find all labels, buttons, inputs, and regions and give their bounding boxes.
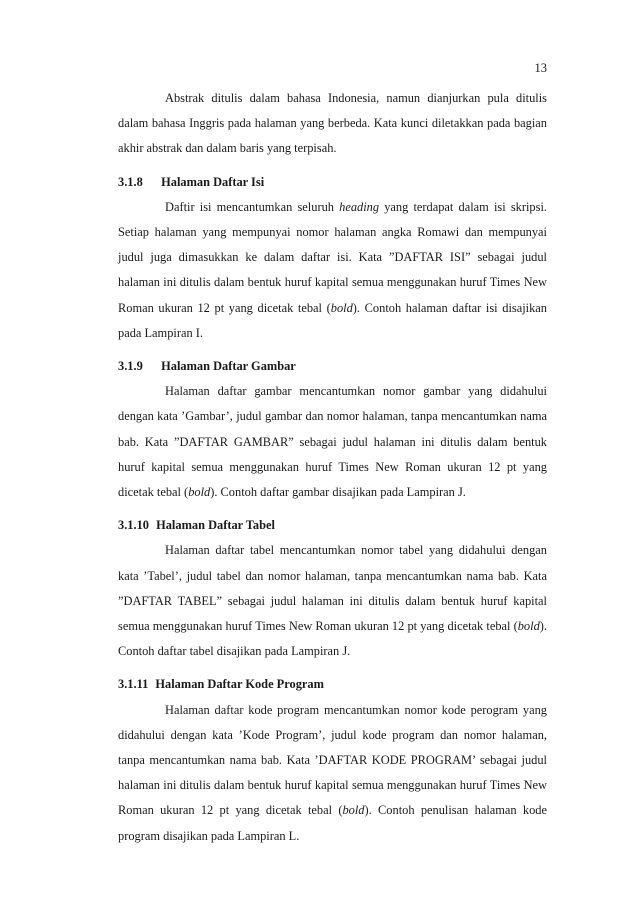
italic-term: bold xyxy=(188,485,211,500)
section-title: Halaman Daftar Kode Program xyxy=(155,677,324,692)
section-paragraph-3-1-8 xyxy=(118,195,547,346)
section-number: 3.1.11 xyxy=(118,677,149,692)
section-paragraph-3-1-11 xyxy=(118,698,547,849)
intro-paragraph: Abstrak ditulis dalam bahasa Indonesia, namun dianjurkan pula ditulis dalam bahasa Inggris pada halaman yang berbeda. Kata kunci diletakkan pada bagian akhir abstrak dan dalam baris yang terpisah. xyxy=(118,91,547,156)
paragraph-text: Halaman daftar kode program mencantumkan nomor kode perogram yang didahului dengan kata ’Kode Program’, judul kode program dan nomor halaman, tanpa mencantumkan nama bab. Kata ’DAFTAR KODE PROGRAM’ sebagai judul halaman ini ditulis dalam bentuk huruf kapital semua menggunakan huruf Times New Roman ukuran 12 pt yang dicetak tebal ( xyxy=(118,702,547,818)
paragraph-text: ). Contoh daftar tabel disajikan pada Lampiran J. xyxy=(118,619,547,659)
section-paragraph-3-1-10 xyxy=(118,538,547,664)
paragraph-text: ). Contoh daftar gambar disajikan pada Lampiran J. xyxy=(210,485,466,500)
paragraph-text: Daftir isi mencantumkan seluruh xyxy=(165,199,340,214)
page-number: 13 xyxy=(534,61,547,75)
paragraph-text: Halaman daftar gambar mencantumkan nomor gambar yang didahului dengan kata ’Gambar’, judul gambar dan nomor halaman, tanpa mencantumkan nama bab. Kata ”DAFTAR GAMBAR” sebagai judul halaman ini ditulis dalam bentuk huruf kapital semua menggunakan huruf Times New Roman ukuran 12 pt yang dicetak tebal ( xyxy=(118,384,547,500)
paragraph-text: ). Contoh penulisan halaman kode program disajikan pada Lampiran L. xyxy=(118,803,547,843)
section-paragraph-3-1-9 xyxy=(118,379,547,505)
section-number: 3.1.8 xyxy=(118,174,143,189)
section-heading-3-1-8 xyxy=(118,170,547,195)
section-heading-3-1-10 xyxy=(118,513,547,538)
italic-term: bold xyxy=(342,803,365,818)
section-number: 3.1.9 xyxy=(118,359,143,374)
paragraph-text: Halaman daftar tabel mencantumkan nomor tabel yang didahului dengan kata ’Tabel’, judul tabel dan nomor halaman, tanpa mencantumkan nama bab. Kata ”DAFTAR TABEL” sebagai judul halaman ini ditulis dalam bentuk huruf kapital semua menggunakan huruf Times New Roman ukuran 12 pt yang dicetak tebal ( xyxy=(118,543,547,634)
page-content xyxy=(118,86,547,849)
section-number: 3.1.10 xyxy=(118,518,149,533)
section-heading-3-1-11 xyxy=(118,672,547,697)
section-title: Halaman Daftar Isi xyxy=(161,174,265,189)
italic-term: bold xyxy=(517,619,540,634)
italic-term: bold xyxy=(330,300,353,315)
section-title: Halaman Daftar Tabel xyxy=(156,518,275,533)
section-title: Halaman Daftar Gambar xyxy=(161,359,296,374)
paragraph-text: yang terdapat dalam isi skripsi. Setiap halaman yang mempunyai nomor halaman angka Romawi dan mempunyai judul juga dimasukkan ke dalam daftar isi. Kata ”DAFTAR ISI” sebagai judul halaman ini ditulis dalam bentuk huruf kapital semua menggunakan huruf Times New Roman ukuran 12 pt yang dicetak tebal ( xyxy=(118,199,547,315)
paragraph-text: ). Contoh halaman daftar isi disajikan pada Lampiran I. xyxy=(118,300,547,340)
italic-term: heading xyxy=(339,199,380,214)
section-heading-3-1-9 xyxy=(118,354,547,379)
